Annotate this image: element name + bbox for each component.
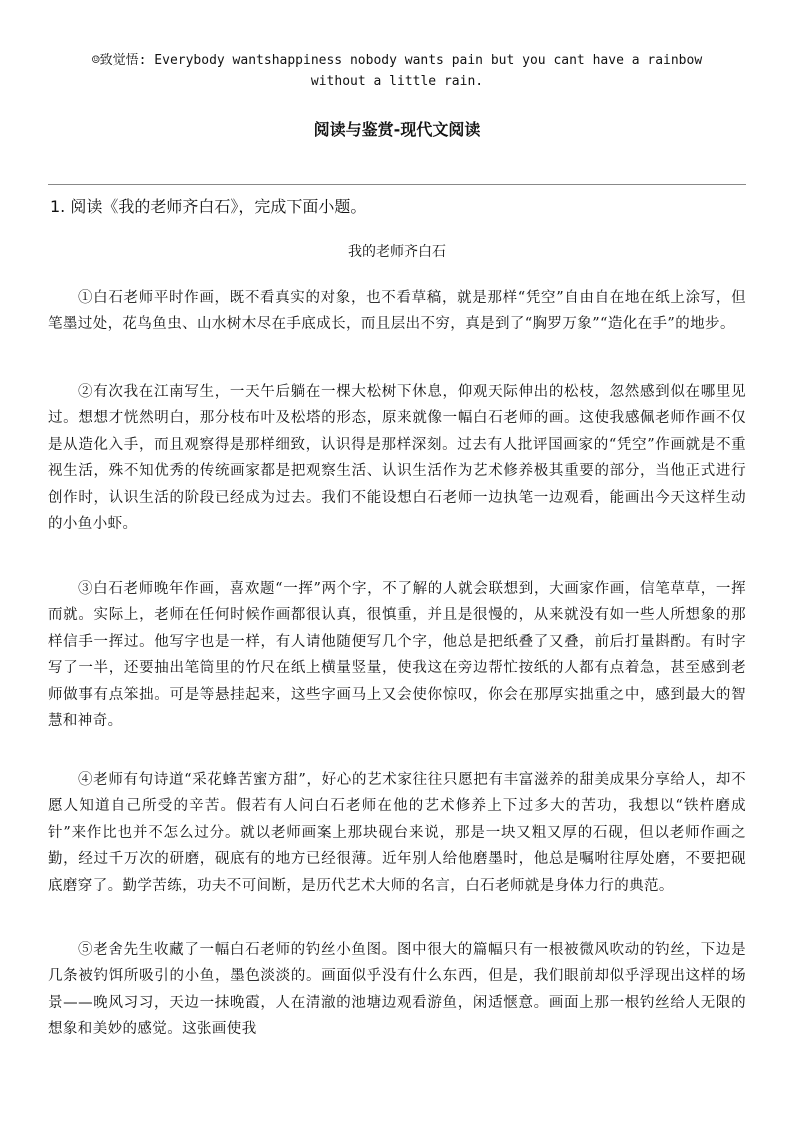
motto-header: ☺致觉悟: Everybody wantshappiness nobody wants pain but you cant have a rainbow without a little rain.	[91, 53, 710, 89]
essay-paragraph-1: ①白石老师平时作画，既不看真实的对象，也不看草稿，就是那样“凭空”自由自在地在纸上涂写，但笔墨过处，花鸟鱼虫、山水树木尽在手底成长，而且层出不穷，真是到了“胸罗万象”“造化在手”的地步。	[48, 290, 746, 333]
essay-paragraph-5: ⑤老舍先生收藏了一幅白石老师的钓丝小鱼图。图中很大的篇幅只有一根被微风吹动的钓丝，下边是几条被钓饵所吸引的小鱼，墨色淡淡的。画面似乎没有什么东西，但是，我们眼前却似乎浮现出这样的场景——晚风习习，天边一抹晚霞，人在清澈的池塘边观看游鱼，闲适惬意。画面上那一根钓丝给人无限的想象和美妙的感觉。这张画使我	[48, 942, 746, 1038]
essay-title: 我的老师齐白石	[348, 244, 446, 260]
section-title: 阅读与鉴赏-现代文阅读	[313, 120, 481, 139]
horizontal-divider	[48, 184, 746, 185]
essay-paragraph-4: ④老师有句诗道“采花蜂苦蜜方甜”，好心的艺术家往往只愿把有丰富滋养的甜美成果分享给人，却不愿人知道自己所受的辛苦。假若有人问白石老师在他的艺术修养上下过多大的苦功，我想以“铁杵磨成针”来作比也并不怎么过分。就以老师画案上那块砚台来说，那是一块又粗又厚的石砚，但以老师作画之勤，经过千万次的研磨，砚底有的地方已经很薄。近年别人给他磨墨时，他总是嘱咐往厚处磨，不要把砚底磨穿了。勤学苦练，功夫不可间断，是历代艺术大师的名言，白石老师就是身体力行的典范。	[48, 772, 746, 894]
essay-paragraph-2: ②有次我在江南写生，一天午后躺在一棵大松树下休息，仰观天际伸出的松枝，忽然感到似在哪里见过。想想才恍然明白，那分枝布叶及松塔的形态，原来就像一幅白石老师的画。这使我感佩老师作画不仅是从造化入手，而且观察得是那样细致，认识得是那样深刻。过去有人批评国画家的“凭空”作画就是不重视生活，殊不知优秀的传统画家都是把观察生活、认识生活作为艺术修养极其重要的部分，当他正式进行创作时，认识生活的阶段已经成为过去。我们不能设想白石老师一边执笔一边观看，能画出今天这样生动的小鱼小虾。	[48, 384, 746, 533]
question-prompt: 1. 阅读《我的老师齐白石》，完成下面小题。	[50, 197, 367, 216]
essay-paragraph-3: ③白石老师晚年作画，喜欢题“一挥”两个字，不了解的人就会联想到，大画家作画，信笔草草，一挥而就。实际上，老师在任何时候作画都很认真，很慎重，并且是很慢的，从来就没有如一些人所想象的那样信手一挥过。他写字也是一样，有人请他随便写几个字，他总是把纸叠了又叠，前后打量斟酌。有时字写了一半，还要抽出笔筒里的竹尺在纸上横量竖量，使我这在旁边帮忙按纸的人都有点着急，甚至感到老师做事有点笨拙。可是等悬挂起来，这些字画马上又会使你惊叹，你会在那厚实拙重之中，感到最大的智慧和神奇。	[48, 581, 746, 730]
